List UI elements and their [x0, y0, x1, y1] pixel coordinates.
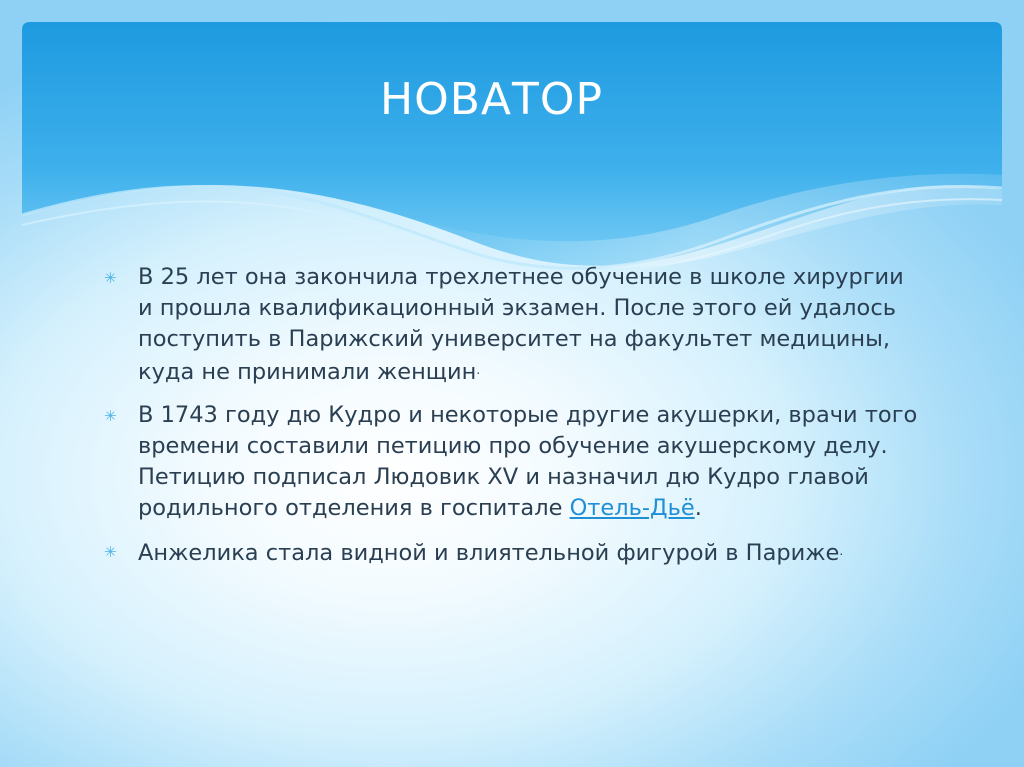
bullet-end: . [476, 363, 481, 377]
asterisk-bullet-icon: ✳ [104, 407, 117, 425]
bullet-item [104, 400, 924, 524]
bullet-text: В 25 лет она закончила трехлетнее обучение в школе хирургии и прошла квалификационный экзамен. После этого ей удалось поступить в Парижский университет на факультет медицины, куда не принимали женщин [138, 264, 904, 385]
hotel-dieu-link[interactable]: Отель-Дьё [569, 495, 695, 521]
asterisk-bullet-icon: ✳ [104, 543, 117, 561]
bullet-text: Анжелика стала видной и влиятельной фигурой в Париже [138, 540, 840, 566]
bullet-end: . [694, 495, 702, 521]
bullet-end: . [839, 544, 844, 558]
bullet-list [104, 262, 924, 581]
bullet-text: В 1743 году дю Кудро и некоторые другие акушерки, врачи того времени составили петицию про обучение акушерскому делу. Петицию подписал Людовик XV и назначил дю Кудро главой родильного отделения в госпитале [138, 402, 918, 521]
asterisk-bullet-icon: ✳ [104, 269, 117, 287]
bullet-item [104, 536, 924, 569]
slide-title: НОВАТОР [380, 74, 604, 125]
bullet-item [104, 262, 924, 388]
